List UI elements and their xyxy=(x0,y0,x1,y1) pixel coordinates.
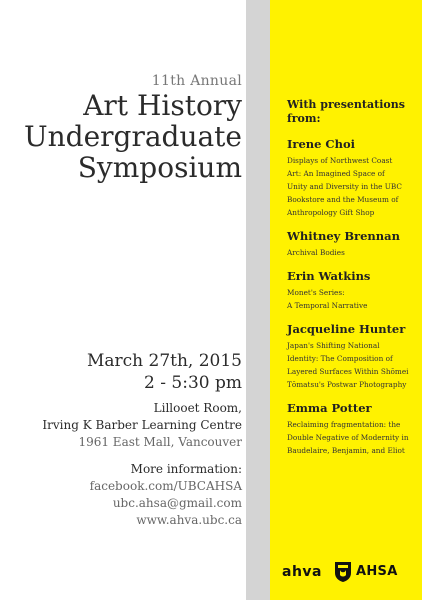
presenter-name: Erin Watkins xyxy=(287,269,371,283)
presenter-item xyxy=(287,401,419,457)
presenter-name: Emma Potter xyxy=(287,401,372,415)
ahsa-logo: AHSA xyxy=(356,564,398,579)
talk-line: Double Negative of Modernity in xyxy=(287,433,409,442)
presenter-item xyxy=(287,137,419,219)
event-date: March 27th, 2015 xyxy=(86,351,242,371)
talk-line: Layered Surfaces Within Shōmei xyxy=(287,367,409,376)
presentation-title xyxy=(287,418,419,457)
presentation-title xyxy=(287,286,419,312)
presentations-heading-line-1: With presentations xyxy=(287,98,405,111)
website-link[interactable]: www.ahva.ubc.ca xyxy=(136,513,242,527)
facebook-link[interactable]: facebook.com/UBCAHSA xyxy=(89,479,242,493)
title-line-1: Art History xyxy=(83,89,242,122)
more-info-label: More information: xyxy=(130,462,242,476)
presenter-item xyxy=(287,269,419,312)
talk-line: Japan's Shifting National xyxy=(287,341,380,350)
event-details xyxy=(42,350,242,529)
title-line-2: Undergraduate xyxy=(24,120,242,153)
presenter-item xyxy=(287,322,419,391)
talk-line: Identity: The Composition of xyxy=(287,354,393,363)
event-address: 1961 East Mall, Vancouver xyxy=(78,435,242,449)
presentations-heading-line-2: from: xyxy=(287,112,321,125)
talk-line: Reclaiming fragmentation: the xyxy=(287,420,401,429)
talk-line: Archival Bodies xyxy=(287,248,345,257)
presentation-title xyxy=(287,154,419,219)
ahva-logo: ahva xyxy=(282,564,322,580)
talk-line: A Temporal Narrative xyxy=(287,301,368,310)
talk-line: Bookstore and the Museum of xyxy=(287,195,399,204)
gray-divider-strip xyxy=(246,0,270,600)
title-block xyxy=(24,72,242,183)
talk-line: Unity and Diversity in the UBC xyxy=(287,182,403,191)
event-building: Irving K Barber Learning Centre xyxy=(42,418,242,432)
presentations-panel xyxy=(270,0,422,600)
presenter-item xyxy=(287,229,419,259)
talk-line: Art: An Imagined Space of xyxy=(287,169,385,178)
presentations-heading xyxy=(287,98,419,126)
presenter-name: Irene Choi xyxy=(287,137,355,151)
presenter-name: Jacqueline Hunter xyxy=(287,322,406,336)
presentations-list xyxy=(287,98,419,467)
talk-line: Anthropology Gift Shop xyxy=(287,208,375,217)
presenter-name: Whitney Brennan xyxy=(287,229,400,243)
talk-line: Monet's Series: xyxy=(287,288,345,297)
presentation-title xyxy=(287,339,419,391)
email-link[interactable]: ubc.ahsa@gmail.com xyxy=(112,496,242,510)
event-time: 2 - 5:30 pm xyxy=(144,373,242,393)
title-line-3: Symposium xyxy=(77,151,242,184)
presentation-title xyxy=(287,246,419,259)
talk-line: Baudelaire, Benjamin, and Eliot xyxy=(287,446,405,455)
ubc-crest-icon xyxy=(334,561,352,583)
talk-line: Displays of Northwest Coast xyxy=(287,156,393,165)
sponsor-logos xyxy=(282,560,418,588)
talk-line: Tōmatsu's Postwar Photography xyxy=(287,380,407,389)
annual-label: 11th Annual xyxy=(151,73,242,89)
event-room: Lillooet Room, xyxy=(153,401,242,415)
